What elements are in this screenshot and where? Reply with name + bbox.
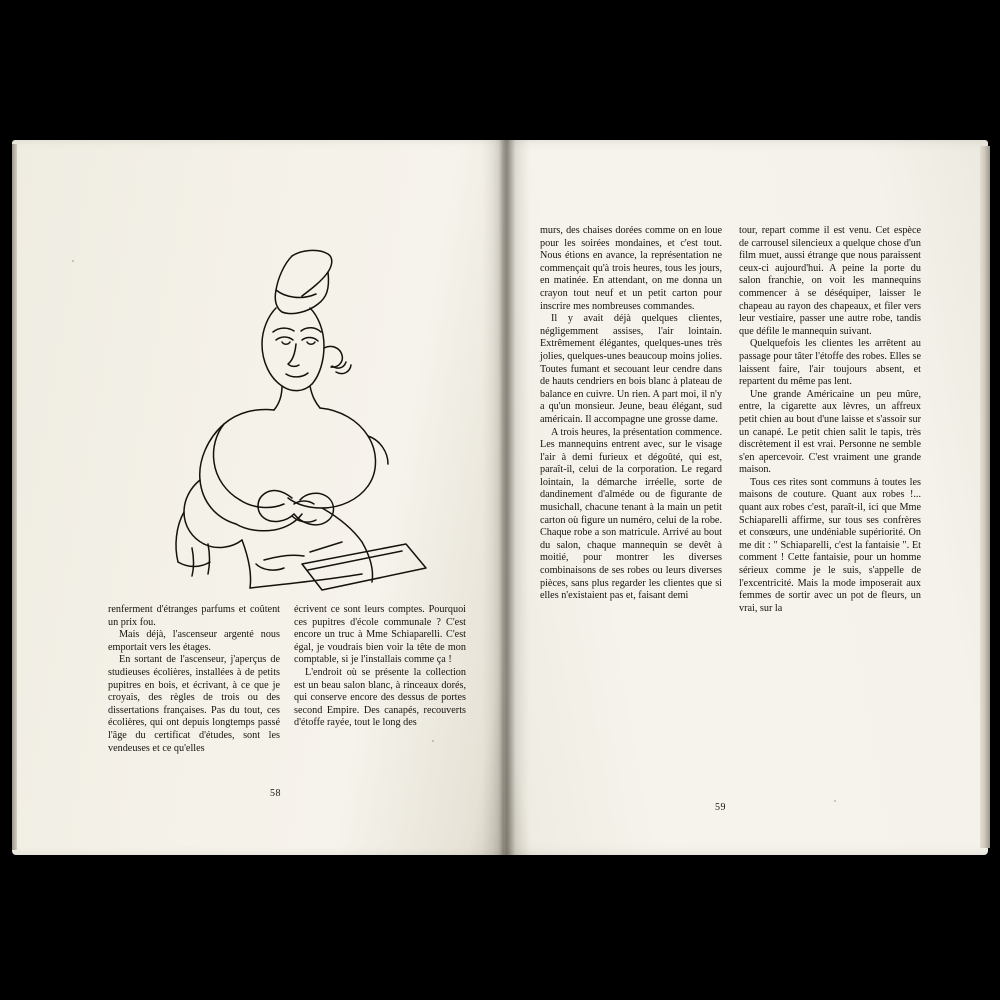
paragraph: écrivent ce sont leurs comptes. Pourquoi ces pupitres d'école communale ? C'est encore un truc à Mme Schiaparelli. C'est égal, je voudrais bien voir la tête de mon comptable, si je l'installais comme ça ! bbox=[294, 604, 466, 666]
paragraph: L'endroit où se présente la collection est un beau salon blanc, à rinceaux dorés, qui conserve encore des dessus de portes second Empire. Des canapés, recouverts d'étoffe rayée, tout le long des bbox=[294, 666, 466, 729]
right-page-column-1 bbox=[540, 225, 722, 603]
page-edge-right bbox=[980, 146, 990, 848]
page-number-right: 59 bbox=[715, 802, 726, 813]
paragraph: Une grande Américaine un peu mûre, entre, la cigarette aux lèvres, un affreux petit chien au bout d'une laisse et s'assoir sur un canapé. Le petit chien salit le tapis, très discrètement il est vrai. Personne ne semble s'en apercevoir. C'est vraiment une grande maison. bbox=[739, 388, 921, 476]
paragraph: Il y avait déjà quelques clientes, négligemment assises, l'air lointain. Extrêmement élégantes, quelques-unes très jolies, quelques-unes beaucoup moins jolies. Toutes fumant et secouant leur cendre dans de hauts cendriers en bois blanc à plateau de balance en cuivre. Un rien. A part moi, il n'y a qu'un monsieur. Jeune, beau élégant, sud américain. Il accompagne une grosse dame. bbox=[540, 313, 722, 425]
paragraph: A trois heures, la présentation commence. Les mannequins entrent avec, sur le visage l'air à demi furieux et dégoûté, qui est, paraît-il, celui de la corporation. Le regard lointain, la démarche irréelle, sorte de dandinement d'alméde ou de figurante de musichall, chacune tenant à la main un petit carton où figure un numéro, celui de la robe. Chaque robe a son matricule. Arrivé au bout du salon, chaque mannequin se devêt à moitié, pour montrer les diverses combinaisons de ses robes ou leurs diverses pièces, sans plus regarder les clientes que si elles n'existaient pas et, faisant demi bbox=[540, 426, 722, 602]
right-page bbox=[504, 140, 988, 855]
right-page-column-2 bbox=[739, 225, 921, 615]
paragraph: renferment d'étranges parfums et coûtent un prix fou. bbox=[108, 604, 280, 628]
left-page bbox=[12, 140, 504, 855]
page-edge-left bbox=[12, 144, 17, 850]
left-page-column-1 bbox=[108, 604, 280, 755]
left-page-column-2 bbox=[294, 604, 466, 730]
line-drawing-woman-in-fur-with-hat-writing bbox=[96, 212, 476, 592]
paragraph: Mais déjà, l'ascenseur argenté nous emportait vers les étages. bbox=[108, 629, 280, 653]
paragraph: Tous ces rites sont communs à toutes les maisons de couture. Quant aux robes !... quant aux robes c'est, paraît-il, ici que Mme Schiaparelli affirme, sur tous ses confrères et consœurs, une undéniable supériorité. On me dit : " Schiaparelli, c'est la fantaisie ". Et comment ! Cette fantaisie, pour un homme sérieux comme je le suis, s'appelle de l'excentricité. Mais la mode imposerait aux femmes de sortir avec un pot de fleurs, un vrai, sur la bbox=[739, 476, 921, 614]
paragraph: Quelquefois les clientes les arrêtent au passage pour tâter l'étoffe des robes. Elles se laissent faire, l'air toujours absent, et repartent du même pas lent. bbox=[739, 338, 921, 388]
paragraph: tour, repart comme il est venu. Cet espèce de carrousel silencieux a quelque chose d'un film muet, aussi étrange que nous paraissent ceux-ci aujourd'hui. A peine la porte du salon franchie, on voit les mannequins commencer à se déséquiper, laisser le chapeau au rayon des chapeaux, et filer vers leur vestiaire, passer une autre robe, tandis que défile le mannequin suivant. bbox=[739, 225, 921, 337]
page-number-left: 58 bbox=[270, 788, 281, 799]
paragraph: En sortant de l'ascenseur, j'aperçus de studieuses écolières, installées à de petits pupitres en bois, et écrivant, à ce que je croyais, des règles de trois ou des dissertations françaises. Pas du tout, ces écolières, qui ont depuis longtemps passé l'âge du certificat d'études, sont les vendeuses et ce qu'elles bbox=[108, 654, 280, 754]
paragraph: murs, des chaises dorées comme on en loue pour les soirées mondaines, et c'est tout. Nous étions en avance, la représentation ne commençait qu'à trois heures, tous les jours, en matinée. En attendant, on me donna un crayon tout neuf et un petit carton pour inscrire mes nombreuses commandes. bbox=[540, 225, 722, 312]
open-book bbox=[12, 140, 988, 855]
